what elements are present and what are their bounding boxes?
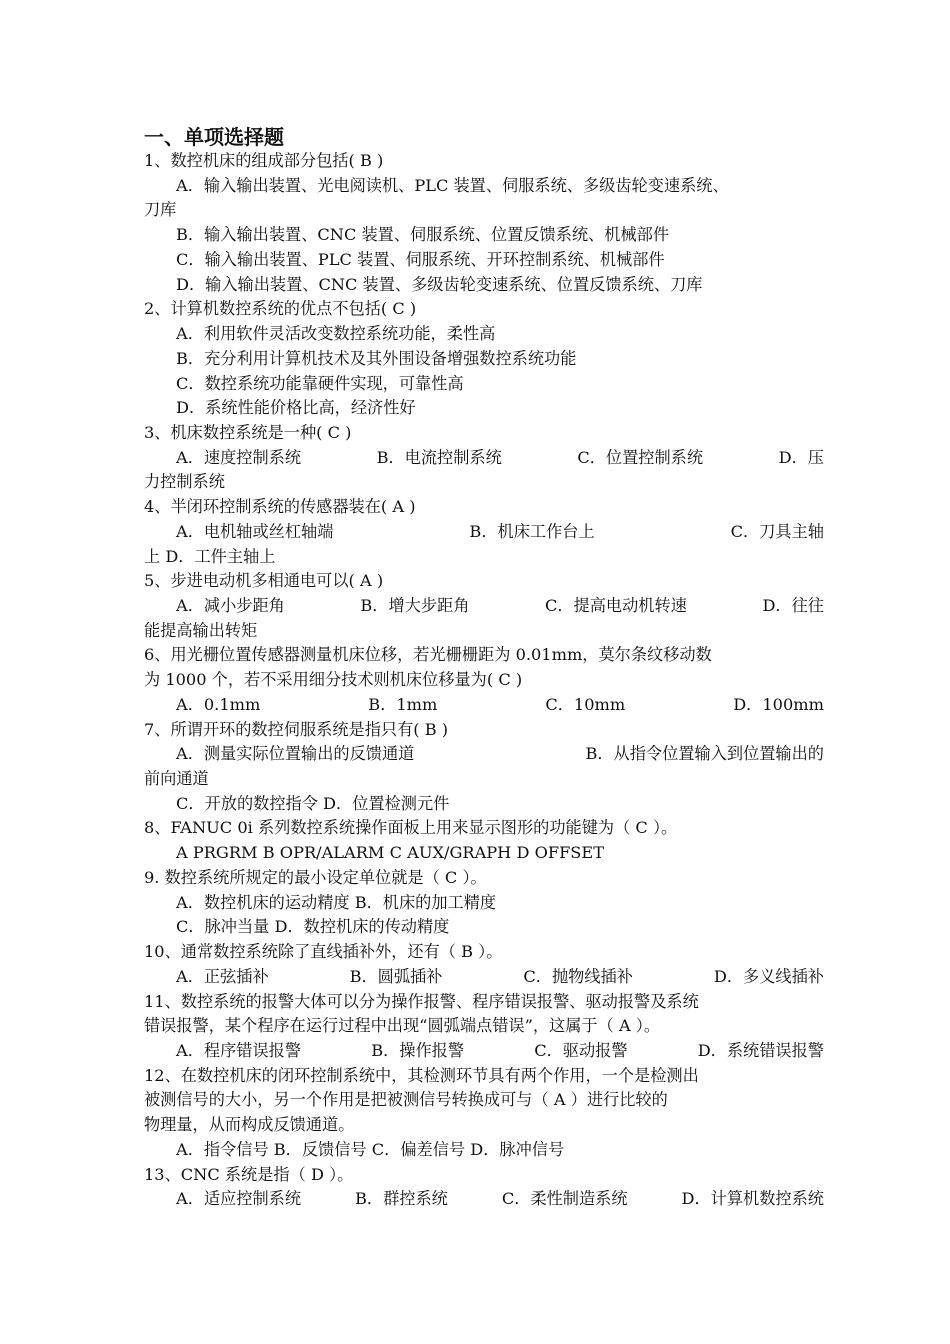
question-line: 9. 数控系统所规定的最小设定单位就是（ C ）。 — [144, 867, 487, 887]
option-cell: D．100mm — [733, 694, 824, 714]
section-title: 一、单项选择题 — [144, 125, 284, 149]
option-cell: C．柔性制造系统 — [501, 1189, 628, 1209]
option-cell: B．从指令位置输入到位置输出的 — [585, 744, 824, 764]
option-cell: D．压 — [778, 447, 824, 467]
option-cell: C．驱动报警 — [534, 1040, 628, 1060]
option-cell: A．速度控制系统 — [176, 447, 302, 467]
question-line: 2、计算机数控系统的优点不包括( C ) — [144, 299, 417, 319]
option-cell: C．抛物线插补 — [523, 966, 633, 986]
option-line — [176, 964, 824, 989]
question-line: 刀库 — [144, 200, 177, 220]
option-line: A．输入输出装置、光电阅读机、PLC 装置、伺服系统、多级齿轮变速系统、 — [176, 175, 729, 195]
question-line: 前向通道 — [144, 769, 209, 788]
option-line: B．充分利用计算机技术及其外围设备增强数控系统功能 — [176, 348, 577, 368]
option-line — [176, 519, 824, 544]
question-line: 上 D．工件主轴上 — [144, 546, 276, 566]
option-cell: A．适应控制系统 — [176, 1189, 302, 1209]
question-line: 为 1000 个，若不采用细分技术则机床位移量为( C ) — [144, 670, 523, 690]
option-cell: B．圆弧插补 — [349, 966, 443, 986]
option-cell: C．10mm — [545, 694, 626, 714]
option-cell: B．机床工作台上 — [469, 521, 595, 541]
question-line: 7、所谓开环的数控伺服系统是指只有( B ) — [144, 719, 449, 739]
option-cell: C．位置控制系统 — [577, 447, 704, 467]
question-line: 物理量，从而构成反馈通道。 — [144, 1115, 355, 1135]
option-line — [176, 741, 824, 766]
question-line: 8、FANUC 0i 系列数控系统操作面板上用来显示图形的功能键为（ C ）。 — [144, 818, 678, 838]
question-line: 10、通常数控系统除了直线插补外，还有（ B ）。 — [144, 942, 503, 961]
option-line: B．输入输出装置、CNC 装置、伺服系统、位置反馈系统、机械部件 — [176, 225, 670, 245]
option-cell: A．测量实际位置输出的反馈通道 — [176, 744, 415, 764]
option-line: D．输入输出装置、CNC 装置、多级齿轮变速系统、位置反馈系统、刀库 — [176, 274, 703, 294]
option-cell: A．程序错误报警 — [176, 1040, 302, 1060]
option-line: A．利用软件灵活改变数控系统功能，柔性高 — [176, 324, 496, 343]
option-line: A．指令信号 B．反馈信号 C．偏差信号 D．脉冲信号 — [176, 1139, 565, 1159]
question-line: 13、CNC 系统是指（ D ）。 — [144, 1164, 354, 1184]
option-cell: D．往往 — [762, 596, 824, 615]
option-line: C．数控系统功能靠硬件实现，可靠性高 — [176, 373, 464, 393]
option-line: C．输入输出装置、PLC 装置、伺服系统、开环控制系统、机械部件 — [176, 249, 665, 269]
option-line: C．开放的数控指令 D．位置检测元件 — [176, 793, 450, 813]
option-cell: B．群控系统 — [355, 1189, 448, 1209]
option-cell: A．减小步距角 — [176, 596, 285, 615]
option-line: C．脉冲当量 D．数控机床的传动精度 — [176, 917, 450, 937]
option-line — [176, 1038, 824, 1063]
option-cell: C．刀具主轴 — [730, 521, 824, 541]
option-line — [176, 1186, 824, 1211]
question-line: 6、用光栅位置传感器测量机床位移，若光栅栅距为 0.01mm，莫尔条纹移动数 — [144, 645, 712, 665]
option-cell: D．多义线插补 — [713, 966, 824, 986]
option-cell: B．增大步距角 — [360, 596, 470, 615]
option-cell: B．操作报警 — [371, 1040, 465, 1060]
option-line — [176, 593, 824, 618]
question-line: 被测信号的大小，另一个作用是把被测信号转换成可与（ A ）进行比较的 — [144, 1090, 668, 1110]
option-line — [176, 692, 824, 717]
option-cell: A．电机轴或丝杠轴端 — [176, 521, 334, 541]
question-line: 1、数控机床的组成部分包括( B ) — [144, 151, 384, 170]
option-cell: A．0.1mm — [176, 694, 261, 714]
option-cell: B．1mm — [368, 694, 438, 714]
option-cell: D．计算机数控系统 — [681, 1189, 824, 1209]
option-cell: A．正弦插补 — [176, 966, 269, 986]
option-line: A．数控机床的运动精度 B．机床的加工精度 — [176, 892, 497, 912]
option-cell: B．电流控制系统 — [376, 447, 502, 467]
question-line: 能提高输出转矩 — [144, 620, 258, 640]
question-line: 错误报警，某个程序在运行过程中出现“圆弧端点错误”，这属于（ A ）。 — [144, 1016, 661, 1036]
option-cell: C．提高电动机转速 — [544, 596, 687, 615]
question-line: 11、数控系统的报警大体可以分为操作报警、程序错误报警、驱动报警及系统 — [144, 991, 699, 1011]
option-line — [176, 445, 824, 470]
option-line: A PRGRM B OPR/ALARM C AUX/GRAPH D OFFSET — [176, 843, 605, 863]
question-line: 4、半闭环控制系统的传感器装在( A ) — [144, 497, 416, 517]
option-line: D．系统性能价格比高，经济性好 — [176, 398, 416, 418]
question-line: 5、步进电动机多相通电可以( A ) — [144, 571, 384, 591]
question-line: 12、在数控机床的闭环控制系统中，其检测环节具有两个作用，一个是检测出 — [144, 1065, 699, 1085]
question-line: 力控制系统 — [144, 472, 225, 492]
option-cell: D．系统错误报警 — [697, 1040, 824, 1060]
question-line: 3、机床数控系统是一种( C ) — [144, 422, 352, 442]
